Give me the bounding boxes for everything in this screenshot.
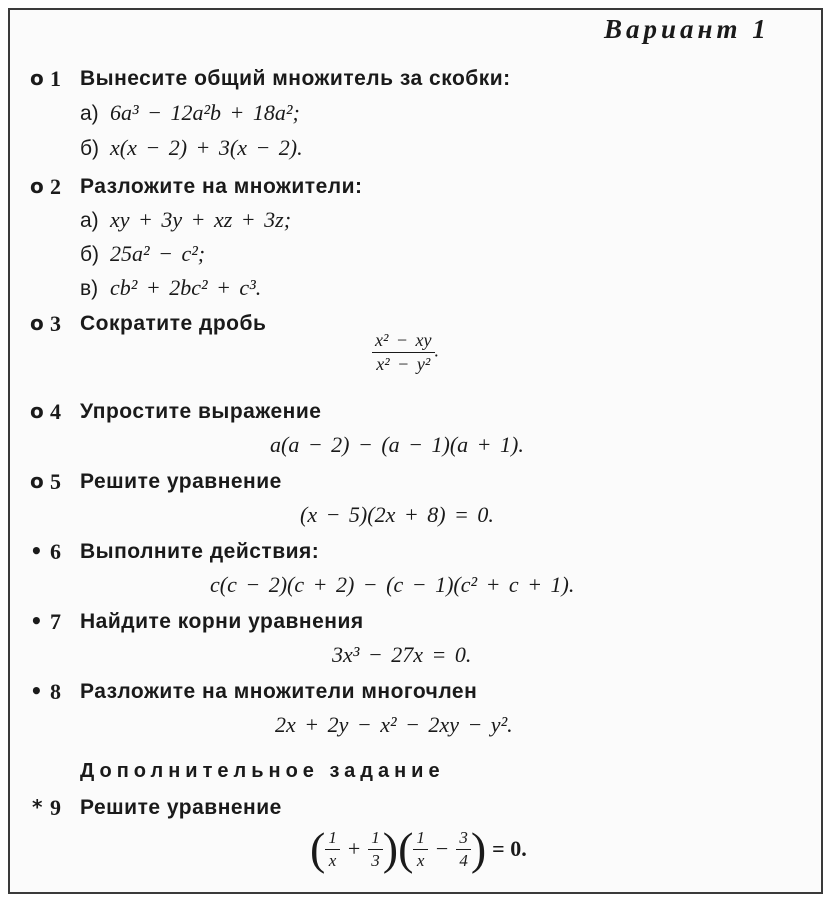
task-5-marker: o: [30, 469, 44, 493]
task-3-numerator: x² − xy: [372, 330, 435, 353]
fraction-1-over-x-2: $\frac{1}{x}$: [413, 828, 428, 871]
task-2c-label: в): [80, 277, 99, 300]
task-4-number: 4: [50, 399, 61, 424]
fraction-1-over-3: $\frac{1}{3}$: [368, 828, 383, 871]
left-paren-1: (: [310, 823, 326, 874]
task-2-text: Разложите на множители:: [80, 175, 363, 198]
right-paren-1: ): [382, 823, 399, 874]
right-paren-2: ): [470, 823, 487, 874]
task-4-expr: a(a − 2) − (a − 1)(a + 1).: [270, 432, 524, 457]
task-5-number: 5: [50, 469, 61, 494]
task-3-marker: o: [30, 311, 44, 335]
task-6-marker: •: [30, 539, 43, 563]
task-5-text: Решите уравнение: [80, 470, 282, 493]
task-3-number: 3: [50, 311, 61, 336]
task-8-expr: 2x + 2y − x² − 2xy − y².: [275, 712, 513, 737]
task-4-text: Упростите выражение: [80, 400, 322, 423]
task-9-number: 9: [50, 795, 61, 820]
task-7-marker: •: [30, 609, 43, 633]
task-5-expr: (x − 5)(2x + 8) = 0.: [300, 502, 494, 527]
task-9-marker: *: [32, 795, 43, 819]
task-2-number: 2: [50, 174, 61, 199]
plus-sign: +: [347, 836, 361, 861]
task-8-text: Разложите на множители многочлен: [80, 680, 478, 703]
task-7-number: 7: [50, 609, 61, 634]
task-1-marker: o: [30, 66, 44, 90]
task-3-denominator: x² − y²: [376, 354, 431, 374]
task-8-number: 8: [50, 679, 61, 704]
task-9-text: Решите уравнение: [80, 796, 282, 819]
task-1b-label: б): [80, 137, 100, 160]
task-3-text: Сократите дробь: [80, 312, 267, 335]
task-6-number: 6: [50, 539, 61, 564]
task-3-fraction: [372, 330, 439, 375]
task-1a-label: а): [80, 102, 99, 125]
task-2-marker: o: [30, 174, 44, 198]
task-7-text: Найдите корни уравнения: [80, 610, 364, 633]
task-2c-expr: cb² + 2bc² + c³.: [110, 275, 262, 300]
task-6-expr: c(c − 2)(c + 2) − (c − 1)(c² + c + 1).: [210, 572, 575, 597]
task-1a-expr: 6a³ − 12a²b + 18a²;: [110, 100, 300, 125]
task-1-number: 1: [50, 66, 61, 91]
task-2b-expr: 25a² − c²;: [110, 241, 206, 266]
task-3-period: .: [434, 340, 440, 361]
task-8-marker: •: [30, 679, 43, 703]
left-paren-2: (: [398, 823, 414, 874]
task-2b-label: б): [80, 243, 100, 266]
task-6-text: Выполните действия:: [80, 540, 320, 563]
extra-heading: Дополнительное задание: [80, 760, 445, 782]
fraction-3-over-4: $\frac{3}{4}$: [456, 828, 471, 871]
task-2a-expr: xy + 3y + xz + 3z;: [110, 207, 292, 232]
task-7-expr: 3x³ − 27x = 0.: [332, 642, 472, 667]
task-1-text: Вынесите общий множитель за скобки:: [80, 67, 511, 90]
task-1b-expr: x(x − 2) + 3(x − 2).: [110, 135, 303, 160]
task-9-equation: [310, 823, 527, 874]
minus-sign: −: [435, 836, 449, 861]
task-4-marker: o: [30, 399, 44, 423]
task-2a-label: а): [80, 209, 99, 232]
variant-title: Вариант 1: [604, 14, 770, 44]
equals-zero: = 0.: [492, 836, 527, 861]
fraction-1-over-x: $\frac{1}{x}$: [325, 828, 340, 871]
